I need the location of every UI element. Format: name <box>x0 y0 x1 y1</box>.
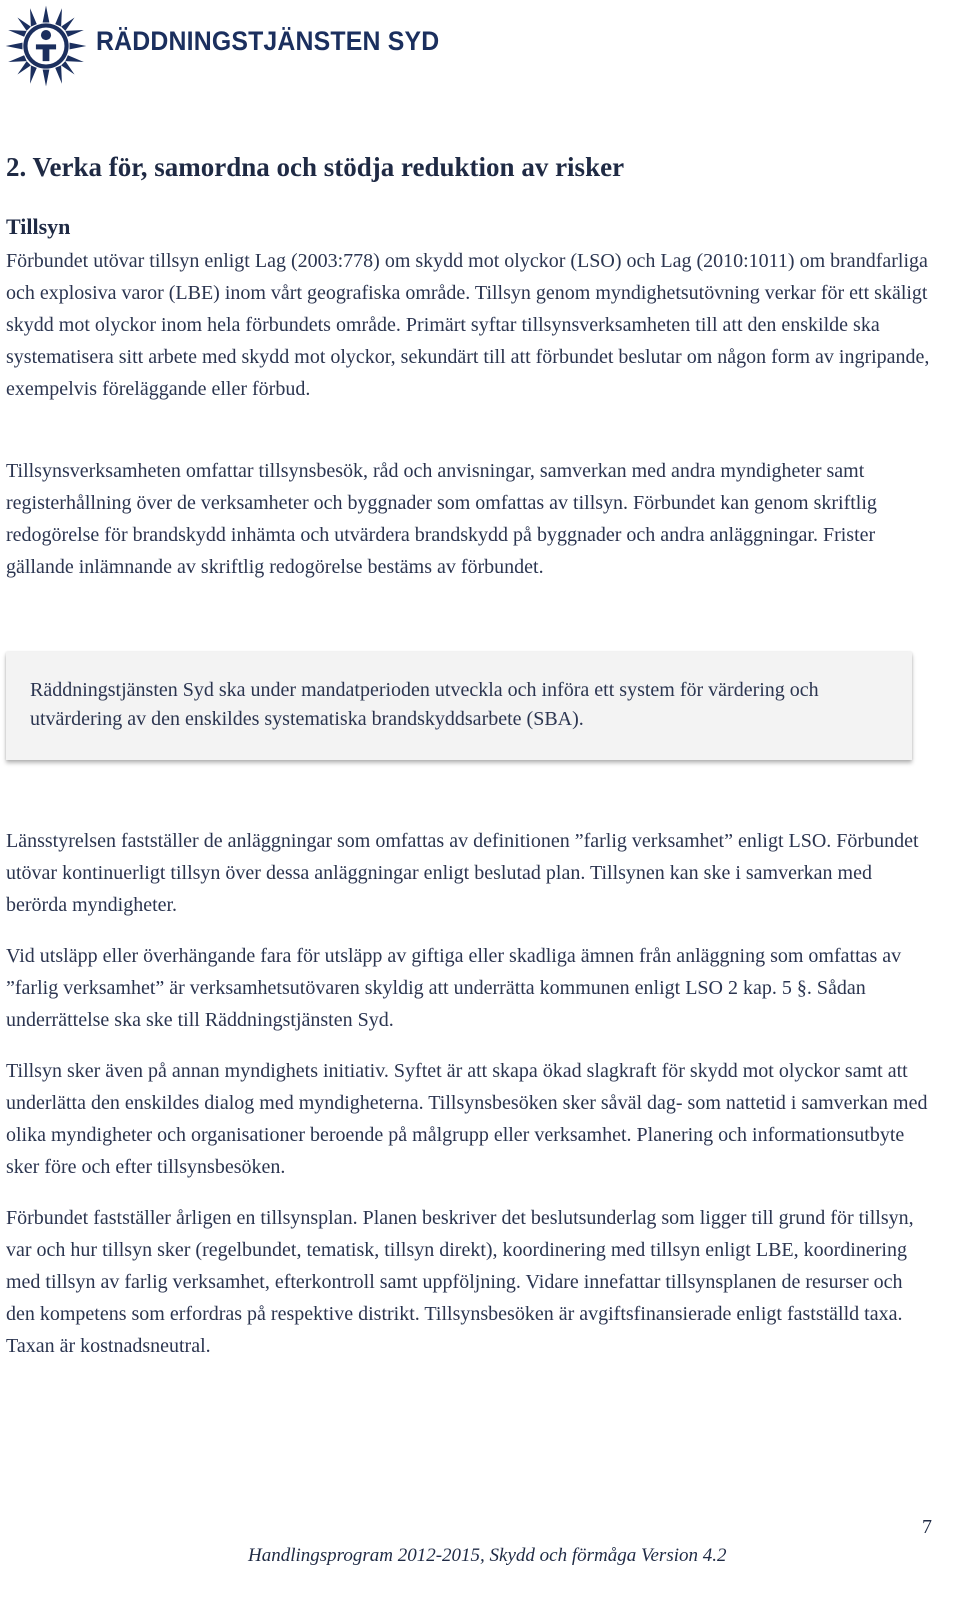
paragraph-lansstyrelsen: Länsstyrelsen fastställer de anläggningar som omfattas av definitionen ”farlig verksamhet” enligt LSO. Förbundet utövar kontinuerligt tillsyn över dessa anläggningar enligt beslutad plan. Tillsynen kan ske i samverkan med berörda myndigheter. <box>6 830 919 916</box>
paragraph-tillsyn-intro: Förbundet utövar tillsyn enligt Lag (2003:778) om skydd mot olyckor (LSO) och Lag (2010:1011) om brandfarliga och explosiva varor (LBE) inom vårt geografiska område. Tillsyn genom myndighetsutövning verkar för ett skäligt skydd mot olyckor inom hela förbundets område. Primärt syftar tillsynsverksamheten till att den enskilde ska systematisera sitt arbete med skydd mot olyckor, sekundärt till att förbundet beslutar om någon form av ingripande, exempelvis föreläggande eller förbud. <box>6 250 930 400</box>
paragraph-utslapp: Vid utsläpp eller överhängande fara för utsläpp av giftiga eller skadliga ämnen från anläggning som omfattas av ”farlig verksamhet” är verksamhetsutövaren skyldig att underrätta kommunen enligt LSO 2 kap. 5 §. Sådan underrättelse ska ske till Räddningstjänsten Syd. <box>6 945 902 1031</box>
paragraph-tillsynsplan: Förbundet fastställer årligen en tillsynsplan. Planen beskriver det beslutsunderlag som ligger till grund för tillsyn, var och hur tillsyn sker (regelbundet, tematisk, tillsyn direkt), koordinering med tillsyn enligt LBE, koordinering med tillsyn av farlig verksamhet, efterkontroll samt uppföljning. Vidare innefattar tillsynsplanen de resurser och den kompetens som erfordras på respektive distrikt. Tillsynsbesöken är avgiftsfinansierade enligt fastställd taxa. Taxan är kostnadsneutral. <box>6 1207 914 1357</box>
page-number: 7 <box>922 1516 932 1538</box>
subsection-heading-tillsyn: Tillsyn <box>6 214 71 239</box>
paragraph-tillsynsverksamheten: Tillsynsverksamheten omfattar tillsynsbesök, råd och anvisningar, samverkan med andra myndigheter samt registerhållning över de verksamheter och byggnader som omfattas av tillsyn. Förbundet kan genom skriftlig redogörelse för brandskydd inhämta och utvärdera brandskydd på byggnader och andra anläggningar. Frister gällande inlämnande av skriftlig redogörelse bestäms av förbundet. <box>6 460 877 578</box>
callout-text: Räddningstjänsten Syd ska under mandatperioden utveckla och införa ett system för värdering och utvärdering av den enskildes systematiska brandskyddsarbete (SBA). <box>30 679 819 730</box>
section-heading: 2. Verka för, samordna och stödja reduktion av risker <box>6 152 625 182</box>
raddningstjansten-syd-logo-icon <box>4 4 88 88</box>
footer-document-title: Handlingsprogram 2012-2015, Skydd och förmåga Version 4.2 <box>248 1545 727 1566</box>
organization-name: RÄDDNINGSTJÄNSTEN SYD <box>96 26 440 56</box>
callout-box <box>6 652 912 760</box>
paragraph-annan-myndighet: Tillsyn sker även på annan myndighets initiativ. Syftet är att skapa ökad slagkraft för skydd mot olyckor samt att underlätta den enskildes dialog med myndigheterna. Tillsynsbesöken sker såväl dag- som nattetid i samverkan med olika myndigheter och organisationer beroende på målgrupp eller verksamhet. Planering och informationsutbyte sker före och efter tillsynsbesöken. <box>6 1060 928 1178</box>
